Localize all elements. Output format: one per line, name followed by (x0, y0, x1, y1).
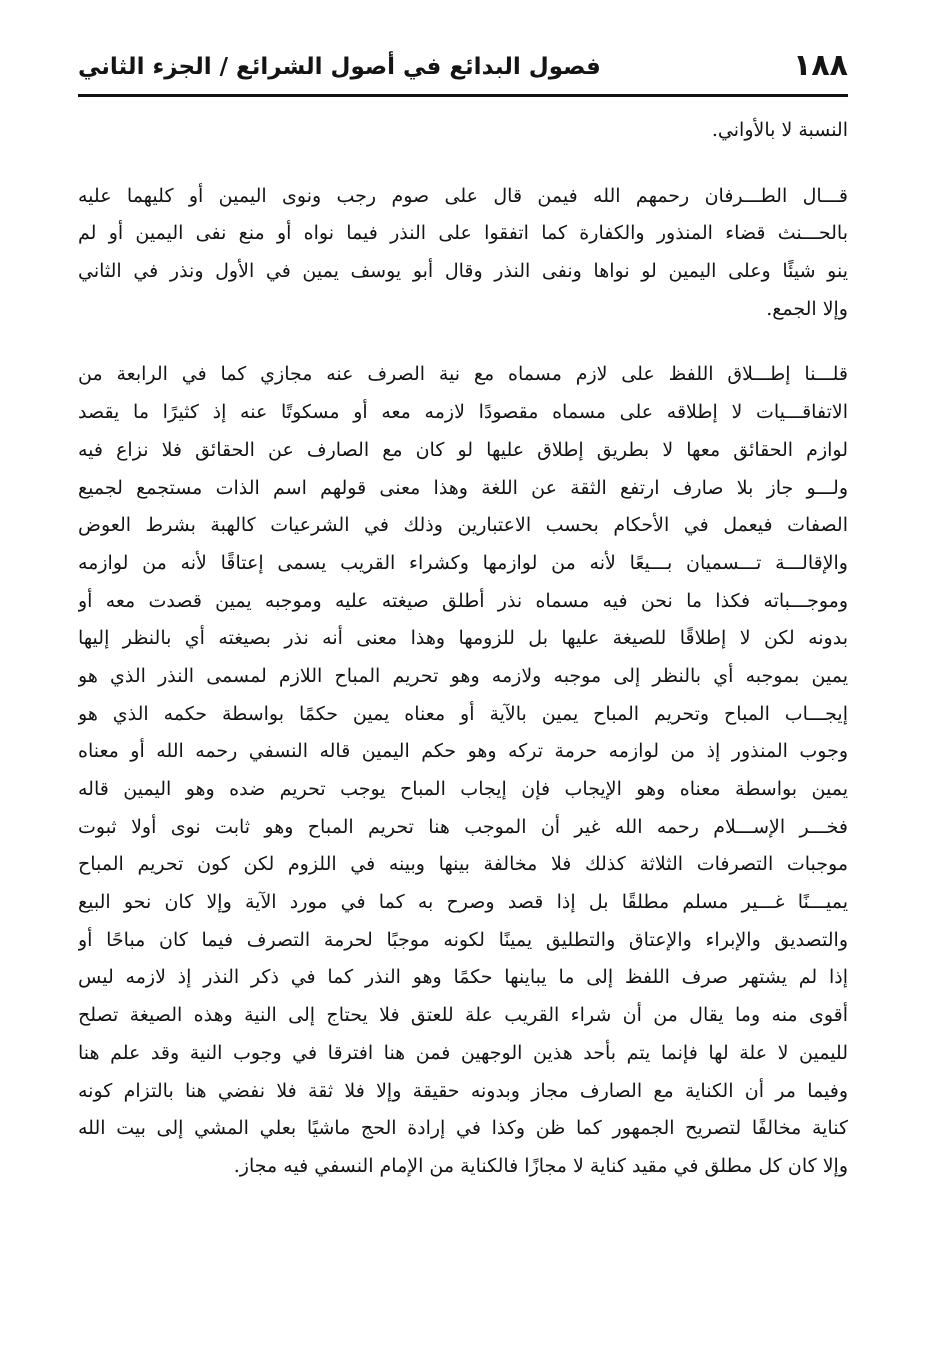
text-line: يمين بواسطة معناه وهو الإيجاب فإن إيجاب المباح يوجب تحريم ضده وهو اليمين قاله (78, 778, 848, 800)
page-number: ١٨٨ (793, 48, 848, 83)
paragraph (78, 356, 848, 1185)
text-line: إذا لم يشتهر صرف اللفظ إلى ما يباينها حكمًا وهو النذر كما في ذكر النذر إذ لازمه ليس (78, 966, 848, 989)
text-line: وإلا الجمع. (766, 297, 848, 320)
text-line: الاتفاقـــيات لا إطلاقه على مسماه مقصودًا لازمه معه أو مسكوتًا عنه إذ كثيرًا ما يقصد (78, 401, 848, 424)
text-line: بدونه لكن لا إطلاقًا للصيغة عليها بل للزومها وهذا معنى أنه نذر بصيغته أي بالنظر إليها (78, 627, 848, 650)
text-line: أقوى منه وما يقال من أن شراء القريب علة للعتق فلا يحتاج إلى النية وهذه الصيغة تصلح (78, 1004, 848, 1027)
paragraph (78, 112, 848, 150)
paragraph-gap (78, 328, 848, 356)
body-text (78, 112, 848, 1186)
text-line: لوازم الحقائق معها لا بطريق إطلاق عليها لو كان مع الصارف عن الحقائق فلا نزاع فيه (78, 438, 848, 461)
text-line: قلـــنا إطـــلاق اللفظ على لازم مسماه مع نية الصرف عنه مجازي كما في الرابعة من (78, 363, 848, 386)
text-line: والتصديق والإبراء والإعتاق والتطليق يمينًا لكونه موجبًا لحرمة التصرف فيما كان مباحًا أو (78, 928, 848, 951)
text-line: بالحـــنث قضاء المنذور والكفارة كما اتفقوا على النذر فيما نواه أو منع نفى اليمين أو لم (78, 222, 848, 245)
text-line: يمين بموجبه أي بالنظر إلى موجبه ولازمه وهو تحريم المباح اللازم لمسمى النذر الذي هو (78, 664, 848, 687)
text-line: يميـــنًا غـــير مسلم مطلقًا بل إذا قصد وصرح به كما في مورد الآية وإلا كان نحو البيع (78, 891, 848, 914)
paragraph-gap (78, 150, 848, 178)
text-line: وجوب المنذور إذ من لوازمه حرمة تركه وهو حكم اليمين قاله النسفي رحمه الله أو معناه (78, 740, 848, 763)
text-line: النسبة لا بالأواني. (711, 119, 848, 141)
text-line: وموجـــباته فكذا ما نحن فيه مسماه نذر أطلق صيغته عليه وموجبه يمين قصدت معه أو (78, 589, 848, 612)
text-line: وإلا كان كل مطلق في مقيد كناية لا مجازًا فالكناية من الإمام النسفي فيه مجاز. (233, 1154, 848, 1177)
text-line: قـــال الطـــرفان رحمهم الله فيمن قال على صوم رجب ونوى اليمين أو كليهما عليه (78, 184, 848, 207)
text-line: موجبات التصرفات الثلاثة كذلك فلا مخالفة بينها وبينه في اللزوم لكن كون تحريم المباح (78, 853, 848, 876)
text-line: ينو شيئًا وعلى اليمين لو نواها ونفى النذر وقال أبو يوسف يمين في الأول ونذر في الثاني (78, 260, 848, 283)
text-line: كناية مخالفًا لتصريح الجمهور كما ظن وكذا في إرادة الحج ماشيًا بعلي المشي إلى بيت الله (78, 1117, 848, 1140)
paragraph (78, 178, 848, 329)
text-line: الصفات فيعمل في الأحكام بحسب الاعتبارين وذلك في الشرعيات كالهبة بشرط العوض (78, 514, 848, 537)
text-line: وفيما مر أن الكناية مع الصارف مجاز وبدونه حقيقة وإلا فلا ثقة فلا نفضي هنا بالتزام كونه (78, 1079, 848, 1102)
running-title: فصول البدائع في أصول الشرائع / الجزء الثاني (78, 54, 601, 80)
text-line: ولـــو جاز بلا صارف ارتفع الثقة عن اللغة وهذا معنى قولهم اسم الذات مستجمع لجميع (78, 476, 848, 499)
text-line: لليمين لا علة لها فإنما يتم بأحد هذين الوجهين فمن هنا افترقا في وجوب النية وقد علم هنا (78, 1041, 848, 1064)
text-line: إيجـــاب المباح وتحريم المباح يمين بالآية أو معناه يمين حكمًا بواسطة حكمه الذي هو (78, 702, 848, 725)
header-divider (78, 94, 848, 97)
text-line: والإقالـــة تـــسميان بـــيعًا لأنه من لوازمها وكشراء القريب يسمى إعتاقًا لأنه من لوازمه (78, 551, 848, 574)
page-header (78, 38, 848, 94)
text-line: فخـــر الإســـلام رحمه الله غير أن الموجب هنا تحريم المباح وهو ثابت نوى أولا ثبوت (78, 815, 848, 838)
